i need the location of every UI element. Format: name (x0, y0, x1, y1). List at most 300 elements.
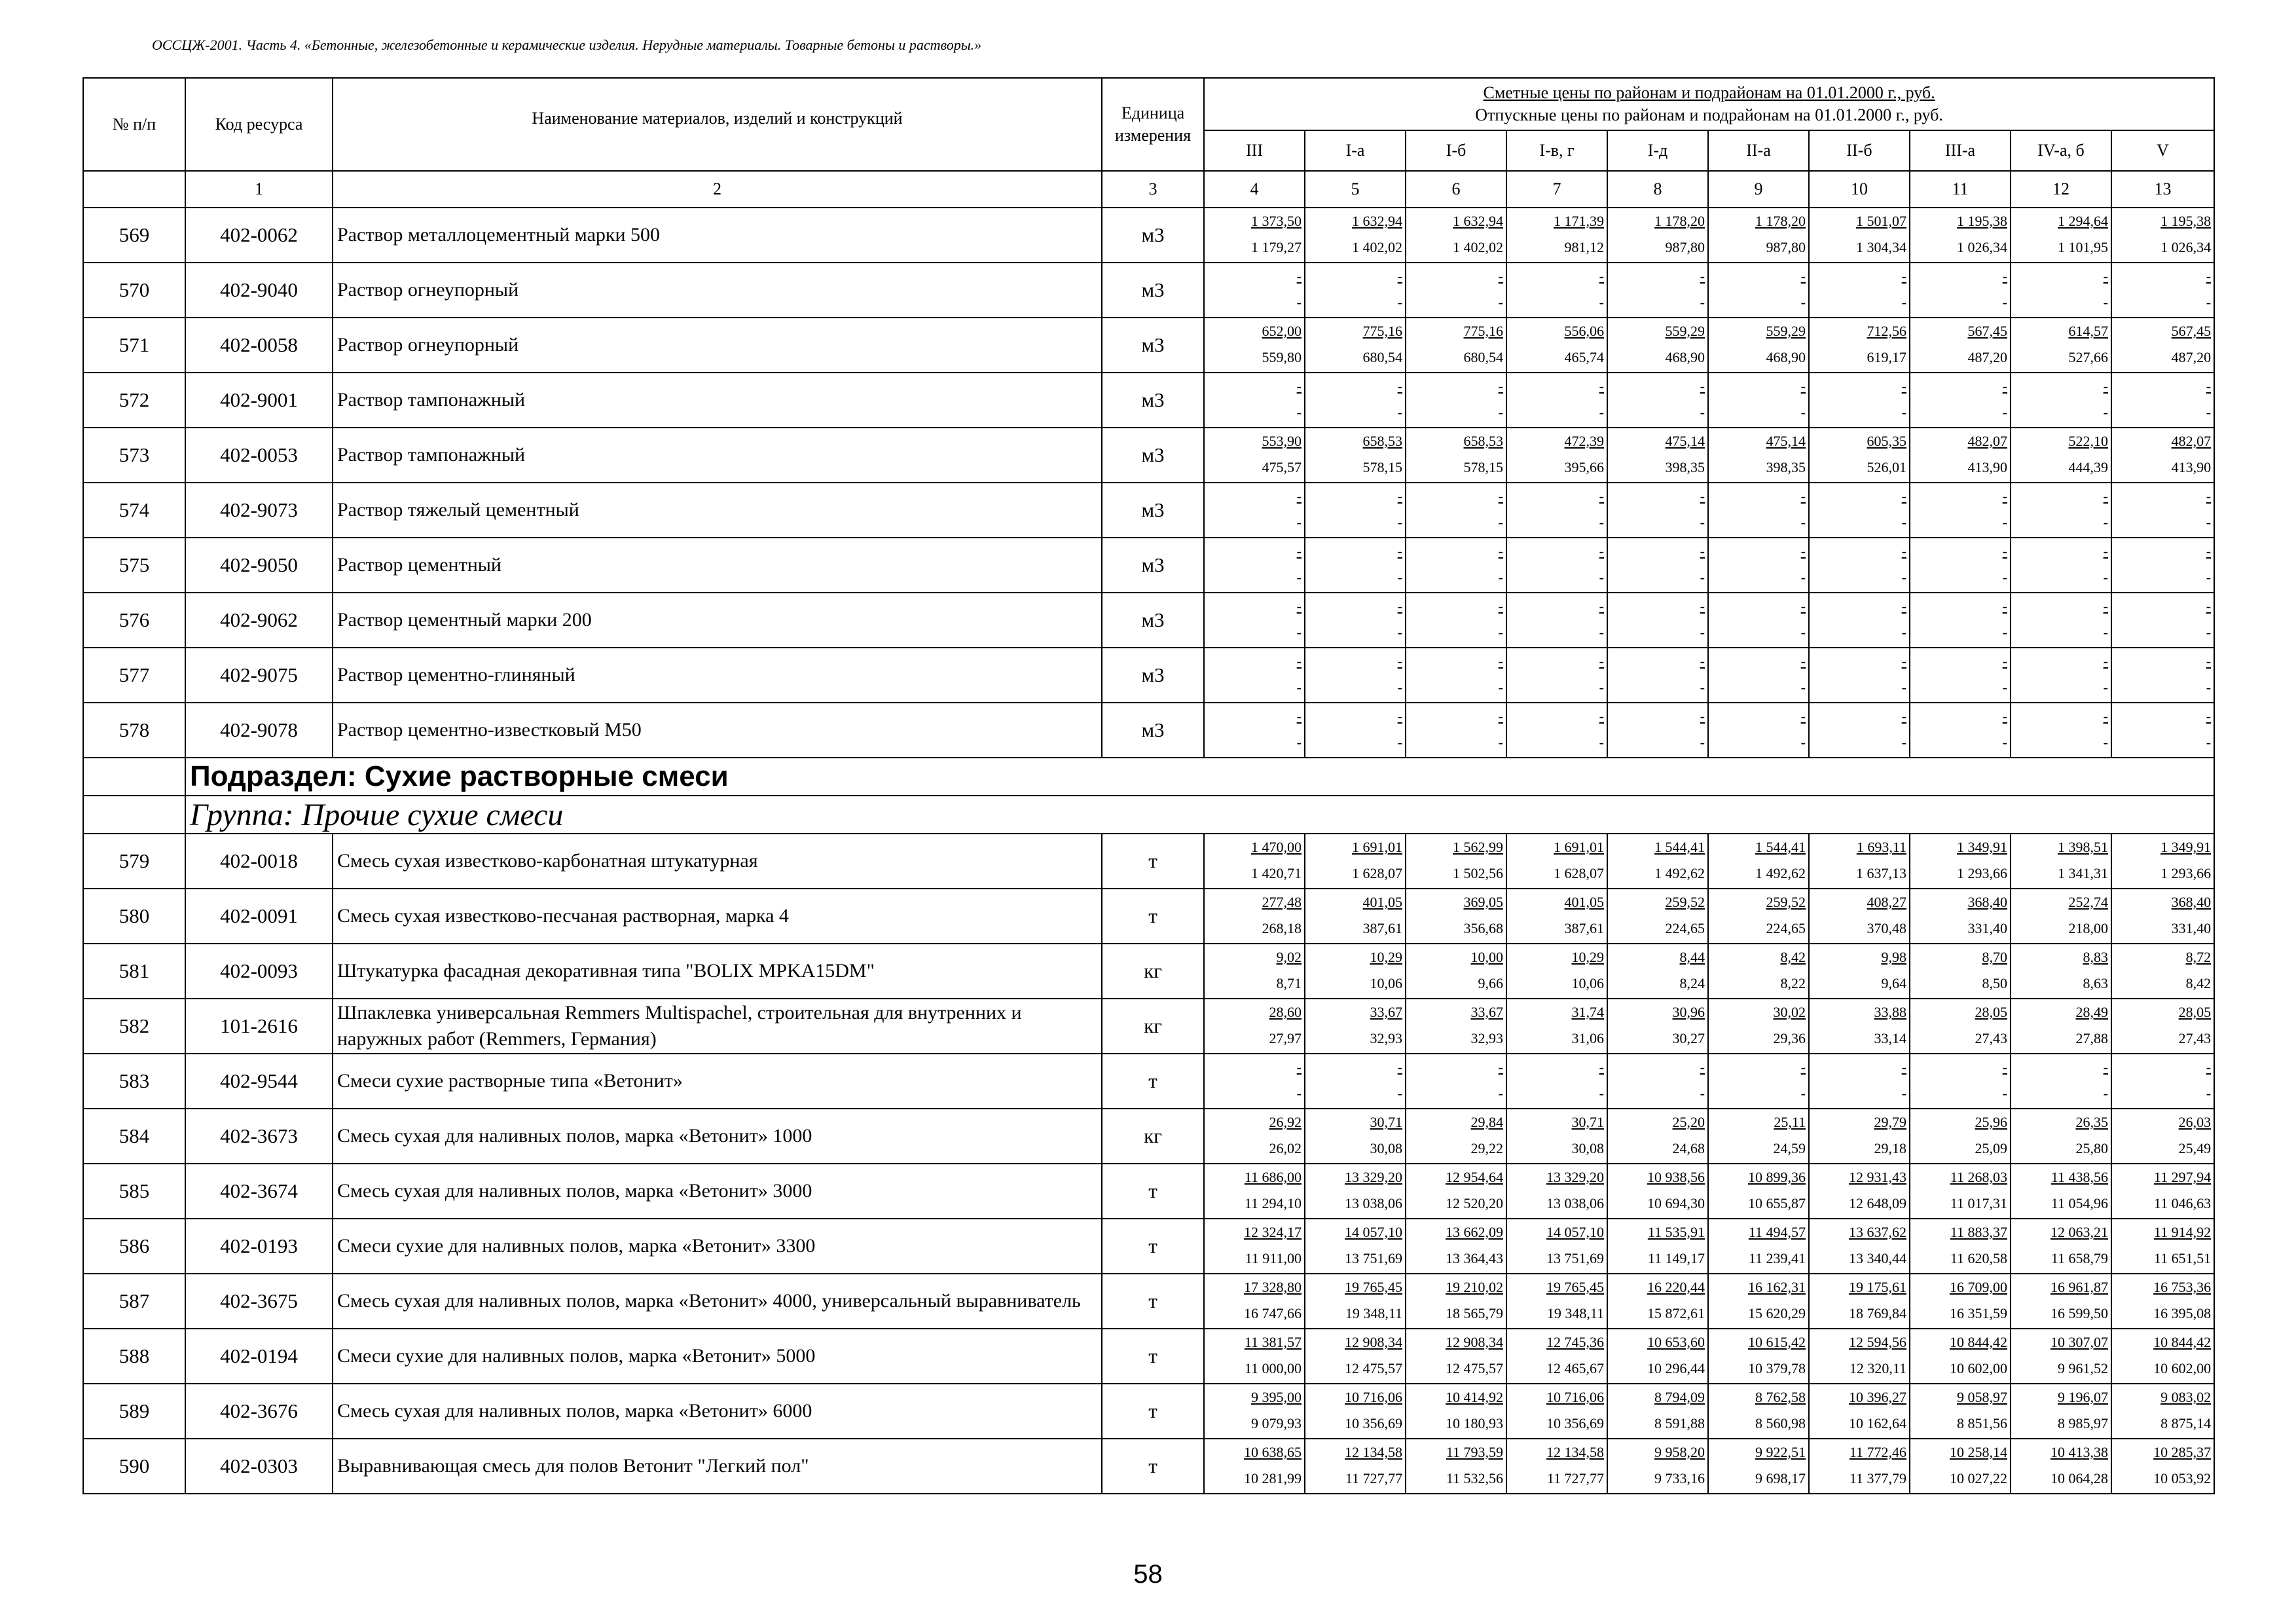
estimate-price: 8 794,09 (1654, 1389, 1705, 1405)
unit: м3 (1102, 538, 1204, 593)
resource-code: 402-0194 (185, 1329, 333, 1384)
column-number-empty (83, 171, 185, 208)
price-cell (1406, 318, 1506, 373)
header-npp: № п/п (83, 78, 185, 171)
estimate-price: - (1498, 488, 1503, 504)
price-cell (1708, 538, 1809, 593)
material-name: Раствор тампонажный (333, 428, 1102, 483)
estimate-price: 19 210,02 (1446, 1279, 1503, 1295)
release-price: - (1296, 569, 1302, 585)
release-price: 13 340,44 (1849, 1250, 1906, 1266)
subsection-title: Подраздел: Сухие растворные смеси (185, 758, 2214, 796)
estimate-price: 16 220,44 (1647, 1279, 1705, 1295)
estimate-price: - (1700, 268, 1705, 284)
price-cell (2011, 1439, 2111, 1494)
price-cell (1607, 593, 1708, 648)
estimate-price: 11 883,37 (1950, 1224, 2007, 1240)
release-price: 10 053,92 (2153, 1470, 2212, 1486)
resource-code: 402-9075 (185, 648, 333, 703)
estimate-price: 482,07 (2171, 433, 2212, 449)
estimate-price: - (2103, 378, 2108, 394)
price-cell (1406, 1384, 1506, 1439)
release-price: 218,00 (2068, 920, 2108, 936)
estimate-price: - (1397, 1059, 1402, 1075)
release-price: 30,27 (1672, 1030, 1705, 1046)
estimate-price: 28,05 (2178, 1004, 2212, 1020)
estimate-price: - (1498, 1059, 1503, 1075)
resource-code: 402-9040 (185, 263, 333, 318)
table-row (83, 648, 2214, 703)
price-cell (1406, 834, 1506, 889)
row-number: 588 (83, 1329, 185, 1384)
price-cell (1708, 1274, 1809, 1329)
price-cell (1506, 889, 1607, 944)
unit: т (1102, 834, 1204, 889)
column-number: 12 (2011, 171, 2111, 208)
price-cell (2111, 1439, 2214, 1494)
estimate-price: - (1901, 598, 1906, 614)
row-number: 577 (83, 648, 185, 703)
price-cell (1607, 263, 1708, 318)
estimate-price: - (1397, 268, 1402, 284)
estimate-price: 30,02 (1773, 1004, 1806, 1020)
resource-code: 402-0058 (185, 318, 333, 373)
release-price: 13 751,69 (1546, 1250, 1604, 1266)
release-price: 10 281,99 (1244, 1470, 1302, 1486)
estimate-price: - (1296, 378, 1302, 394)
release-price: 27,43 (1975, 1030, 2007, 1046)
release-price: 24,59 (1773, 1140, 1806, 1156)
row-number: 584 (83, 1109, 185, 1164)
estimate-price: 614,57 (2068, 323, 2108, 339)
release-price: 1 341,31 (2058, 865, 2108, 881)
price-cell (1910, 428, 2011, 483)
price-cell (1305, 703, 1406, 758)
release-price: - (1800, 734, 1806, 750)
price-cell (1910, 1384, 2011, 1439)
estimate-price: 13 329,20 (1546, 1169, 1604, 1185)
estimate-price: 16 753,36 (2153, 1279, 2212, 1295)
price-cell (1809, 648, 1910, 703)
release-price: 10 356,69 (1345, 1415, 1402, 1431)
release-price: - (1397, 1085, 1402, 1101)
price-cell (1910, 889, 2011, 944)
release-price: - (1800, 294, 1806, 310)
release-price: 13 364,43 (1446, 1250, 1503, 1266)
estimate-price: 1 373,50 (1251, 213, 1302, 229)
unit: т (1102, 1164, 1204, 1219)
release-price: 11 532,56 (1446, 1470, 1503, 1486)
price-cell (1204, 834, 1305, 889)
unit: т (1102, 1384, 1204, 1439)
estimate-price: 1 562,99 (1453, 839, 1503, 855)
release-price: 12 475,57 (1345, 1360, 1402, 1376)
release-price: 19 348,11 (1345, 1305, 1402, 1321)
estimate-price: 33,67 (1470, 1004, 1503, 1020)
group-spacer (83, 796, 185, 834)
unit: т (1102, 1329, 1204, 1384)
price-cell (1708, 1329, 1809, 1384)
release-price: 398,35 (1766, 459, 1806, 475)
release-price: 11 149,17 (1647, 1250, 1705, 1266)
price-cell (1809, 208, 1910, 263)
resource-code: 402-0018 (185, 834, 333, 889)
release-price: 1 637,13 (1856, 865, 1906, 881)
table-row (83, 944, 2214, 999)
price-cell (2011, 1384, 2111, 1439)
release-price: - (1901, 294, 1906, 310)
estimate-price: - (2206, 543, 2212, 559)
estimate-price: - (2103, 653, 2108, 669)
estimate-price: 259,52 (1665, 894, 1705, 910)
estimate-price: 13 662,09 (1446, 1224, 1503, 1240)
resource-code: 402-9073 (185, 483, 333, 538)
page-number: 58 (1133, 1560, 1163, 1589)
row-number: 574 (83, 483, 185, 538)
estimate-price: - (1296, 1059, 1302, 1075)
price-cell (1910, 1274, 2011, 1329)
resource-code: 402-0091 (185, 889, 333, 944)
release-price: 11 911,00 (1245, 1250, 1302, 1266)
document-title: ОССЦЖ-2001. Часть 4. «Бетонные, железобетонные и керамические изделия. Нерудные материалы. Товарные бетоны и растворы.» (152, 37, 982, 53)
price-cell (2111, 318, 2214, 373)
release-price: - (2206, 514, 2212, 530)
release-price: - (2002, 404, 2007, 420)
price-cell (1910, 944, 2011, 999)
price-cell (1809, 1219, 1910, 1274)
release-price: 11 658,79 (2050, 1250, 2108, 1266)
material-name: Раствор огнеупорный (333, 263, 1102, 318)
price-cell (1204, 944, 1305, 999)
release-price: 12 520,20 (1446, 1195, 1503, 1211)
release-price: 12 475,57 (1446, 1360, 1503, 1376)
unit: м3 (1102, 593, 1204, 648)
price-cell (2111, 483, 2214, 538)
price-cell (1406, 593, 1506, 648)
table-row (83, 1439, 2214, 1494)
price-table (82, 77, 2215, 1494)
release-price: 10 655,87 (1748, 1195, 1806, 1211)
price-cell (1406, 944, 1506, 999)
column-number-row (83, 171, 2214, 208)
release-price: - (1498, 569, 1503, 585)
estimate-price: 567,45 (1967, 323, 2007, 339)
price-cell (2011, 889, 2111, 944)
price-cell (1305, 428, 1406, 483)
estimate-price: - (1498, 708, 1503, 724)
release-price: 27,43 (2178, 1030, 2212, 1046)
price-cell (1406, 208, 1506, 263)
material-name: Смесь сухая известково-песчаная растворная, марка 4 (333, 889, 1102, 944)
resource-code: 402-0193 (185, 1219, 333, 1274)
release-price: 465,74 (1564, 349, 1604, 365)
unit: т (1102, 1274, 1204, 1329)
price-cell (1910, 1164, 2011, 1219)
resource-code: 402-0053 (185, 428, 333, 483)
release-price: 1 179,27 (1251, 239, 1302, 255)
release-price: 10 356,69 (1546, 1415, 1604, 1431)
price-cell (2111, 1384, 2214, 1439)
estimate-price: - (2103, 488, 2108, 504)
estimate-price: 10,00 (1470, 949, 1503, 965)
table-row (83, 538, 2214, 593)
estimate-price: 10 938,56 (1647, 1169, 1705, 1185)
estimate-price: 29,79 (1874, 1114, 1906, 1130)
price-cell (1809, 834, 1910, 889)
table-row (83, 318, 2214, 373)
estimate-price: 556,06 (1564, 323, 1604, 339)
price-cell (1809, 944, 1910, 999)
release-price: 8,63 (2083, 975, 2108, 991)
row-number: 585 (83, 1164, 185, 1219)
estimate-price: - (1700, 653, 1705, 669)
price-cell (1708, 208, 1809, 263)
release-price: 9 079,93 (1251, 1415, 1302, 1431)
release-price: - (2002, 569, 2007, 585)
release-price: 981,12 (1564, 239, 1604, 255)
price-cell (1910, 1109, 2011, 1164)
release-price: 10 379,78 (1748, 1360, 1806, 1376)
table-row (83, 593, 2214, 648)
unit: т (1102, 889, 1204, 944)
release-price: 395,66 (1564, 459, 1604, 475)
price-cell (1607, 1109, 1708, 1164)
material-name: Раствор цементно-известковый М50 (333, 703, 1102, 758)
price-cell (1204, 1054, 1305, 1109)
column-number: 6 (1406, 171, 1506, 208)
material-name: Смесь сухая для наливных полов, марка «Ветонит» 4000, универсальный выравниватель (333, 1274, 1102, 1329)
region-header: II-а (1708, 130, 1809, 171)
estimate-price: 553,90 (1262, 433, 1302, 449)
release-price: 1 293,66 (2160, 865, 2212, 881)
release-price: 1 304,34 (1856, 239, 1906, 255)
estimate-price: 1 691,01 (1554, 839, 1604, 855)
price-cell (1506, 1439, 1607, 1494)
price-cell (1910, 538, 2011, 593)
estimate-price: - (1901, 268, 1906, 284)
estimate-price: 26,03 (2178, 1114, 2212, 1130)
resource-code: 402-9050 (185, 538, 333, 593)
price-cell (1809, 428, 1910, 483)
price-cell (2011, 648, 2111, 703)
estimate-price: 26,92 (1269, 1114, 1302, 1130)
estimate-price: - (1397, 543, 1402, 559)
estimate-price: 1 632,94 (1453, 213, 1503, 229)
price-cell (1406, 999, 1506, 1054)
material-name: Штукатурка фасадная декоративная типа "BOLIX MPKA15DM" (333, 944, 1102, 999)
release-price: 10 064,28 (2050, 1470, 2108, 1486)
table-row (83, 1054, 2214, 1109)
estimate-price: - (2103, 268, 2108, 284)
release-price: 10 296,44 (1647, 1360, 1705, 1376)
release-price: 9 961,52 (2058, 1360, 2108, 1376)
estimate-price: 605,35 (1867, 433, 1906, 449)
estimate-price: 10 844,42 (2153, 1334, 2212, 1350)
estimate-price: - (1498, 543, 1503, 559)
price-cell (1406, 1164, 1506, 1219)
row-number: 583 (83, 1054, 185, 1109)
estimate-price: - (1498, 653, 1503, 669)
price-cell (1506, 1054, 1607, 1109)
estimate-price: 10 258,14 (1950, 1444, 2007, 1460)
estimate-price: - (2206, 378, 2212, 394)
estimate-price: 408,27 (1867, 894, 1906, 910)
release-price: 578,15 (1463, 459, 1503, 475)
estimate-price: 369,05 (1463, 894, 1503, 910)
release-price: - (1397, 514, 1402, 530)
release-price: - (1800, 404, 1806, 420)
price-cell (1607, 999, 1708, 1054)
estimate-price: - (1700, 488, 1705, 504)
release-price: - (1599, 624, 1604, 640)
price-cell (1204, 1274, 1305, 1329)
price-cell (1305, 318, 1406, 373)
estimate-price: 368,40 (2171, 894, 2212, 910)
release-price: - (1397, 569, 1402, 585)
estimate-price: 13 637,62 (1849, 1224, 1906, 1240)
estimate-price: 16 961,87 (2050, 1279, 2108, 1295)
price-cell (2111, 834, 2214, 889)
release-price: 10 180,93 (1446, 1415, 1503, 1431)
release-price: - (1296, 514, 1302, 530)
subsection-spacer (83, 758, 185, 796)
price-cell (1204, 1219, 1305, 1274)
price-cell (1406, 1439, 1506, 1494)
estimate-price: 8,44 (1679, 949, 1705, 965)
estimate-price: - (2002, 1059, 2007, 1075)
price-cell (1204, 1109, 1305, 1164)
column-number: 3 (1102, 171, 1204, 208)
release-price: 16 747,66 (1244, 1305, 1302, 1321)
release-price: - (1599, 294, 1604, 310)
price-cell (1910, 999, 2011, 1054)
estimate-price: 8,72 (2185, 949, 2212, 965)
estimate-price: - (1901, 1059, 1906, 1075)
release-price: - (2002, 624, 2007, 640)
row-number: 571 (83, 318, 185, 373)
price-cell (2111, 1274, 2214, 1329)
estimate-price: 1 349,91 (1957, 839, 2007, 855)
release-price: 25,49 (2178, 1140, 2212, 1156)
release-price: - (2206, 1085, 2212, 1101)
table-row (83, 1274, 2214, 1329)
price-cell (1809, 593, 1910, 648)
table-row (83, 428, 2214, 483)
row-number: 580 (83, 889, 185, 944)
estimate-price: 8,70 (1982, 949, 2007, 965)
release-price: 370,48 (1867, 920, 1906, 936)
price-cell (1406, 538, 1506, 593)
estimate-price: 658,53 (1463, 433, 1503, 449)
estimate-price: 14 057,10 (1546, 1224, 1604, 1240)
release-price: 268,18 (1262, 920, 1302, 936)
release-price: 10 162,64 (1849, 1415, 1906, 1431)
estimate-price: 8,42 (1780, 949, 1806, 965)
table-row (83, 889, 2214, 944)
price-cell (1708, 1164, 1809, 1219)
estimate-price: 10 396,27 (1849, 1389, 1906, 1405)
estimate-price: - (1800, 1059, 1806, 1075)
price-cell (1607, 1164, 1708, 1219)
release-price: 29,18 (1874, 1140, 1906, 1156)
price-cell (1506, 538, 1607, 593)
estimate-price: - (1296, 268, 1302, 284)
release-price: 18 565,79 (1446, 1305, 1503, 1321)
release-price: 559,80 (1262, 349, 1302, 365)
price-cell (1809, 703, 1910, 758)
price-cell (1204, 1164, 1305, 1219)
release-price: - (1498, 624, 1503, 640)
price-cell (2011, 263, 2111, 318)
resource-code: 402-0093 (185, 944, 333, 999)
table-row (83, 834, 2214, 889)
release-price: 33,14 (1874, 1030, 1906, 1046)
release-price: 487,20 (1967, 349, 2007, 365)
resource-code: 402-3676 (185, 1384, 333, 1439)
price-cell (1305, 1439, 1406, 1494)
price-cell (1204, 318, 1305, 373)
release-price: 1 293,66 (1957, 865, 2007, 881)
unit: м3 (1102, 373, 1204, 428)
price-cell (2011, 593, 2111, 648)
material-name: Смесь сухая для наливных полов, марка «Ветонит» 1000 (333, 1109, 1102, 1164)
release-price: - (1901, 569, 1906, 585)
resource-code: 402-9544 (185, 1054, 333, 1109)
estimate-price: 1 195,38 (2160, 213, 2212, 229)
release-price: 11 239,41 (1748, 1250, 1806, 1266)
estimate-price: 12 908,34 (1446, 1334, 1503, 1350)
estimate-price: - (1599, 1059, 1604, 1075)
table-row (83, 703, 2214, 758)
table-body-dry-mixes (83, 834, 2214, 1494)
estimate-price: 522,10 (2068, 433, 2108, 449)
table-row (83, 999, 2214, 1054)
price-cell (1809, 1439, 1910, 1494)
estimate-price: 475,14 (1766, 433, 1806, 449)
estimate-price: - (2103, 543, 2108, 559)
price-cell (2011, 428, 2111, 483)
estimate-price: - (1800, 378, 1806, 394)
estimate-price: 19 765,45 (1345, 1279, 1402, 1295)
estimate-price: - (2002, 653, 2007, 669)
material-name: Выравнивающая смесь для полов Ветонит "Легкий пол" (333, 1439, 1102, 1494)
estimate-price: - (1498, 268, 1503, 284)
price-cell (2111, 1164, 2214, 1219)
price-cell (1607, 1439, 1708, 1494)
region-header: III (1204, 130, 1305, 171)
material-name: Раствор цементно-глиняный (333, 648, 1102, 703)
price-cell (1910, 648, 2011, 703)
release-price: 11 727,77 (1345, 1470, 1402, 1486)
row-number: 581 (83, 944, 185, 999)
price-cell (1406, 1054, 1506, 1109)
price-cell (1204, 1329, 1305, 1384)
row-number: 578 (83, 703, 185, 758)
price-cell (1204, 648, 1305, 703)
release-price: 29,36 (1773, 1030, 1806, 1046)
price-cell (2011, 834, 2111, 889)
price-cell (1809, 373, 1910, 428)
estimate-price: 13 329,20 (1345, 1169, 1402, 1185)
estimate-price: - (2103, 708, 2108, 724)
release-price: 680,54 (1463, 349, 1503, 365)
estimate-price: - (1901, 708, 1906, 724)
release-price: 19 348,11 (1546, 1305, 1604, 1321)
resource-code: 402-3673 (185, 1109, 333, 1164)
estimate-price: 25,96 (1975, 1114, 2007, 1130)
estimate-price: 25,20 (1672, 1114, 1705, 1130)
material-name: Смеси сухие для наливных полов, марка «Ветонит» 5000 (333, 1329, 1102, 1384)
